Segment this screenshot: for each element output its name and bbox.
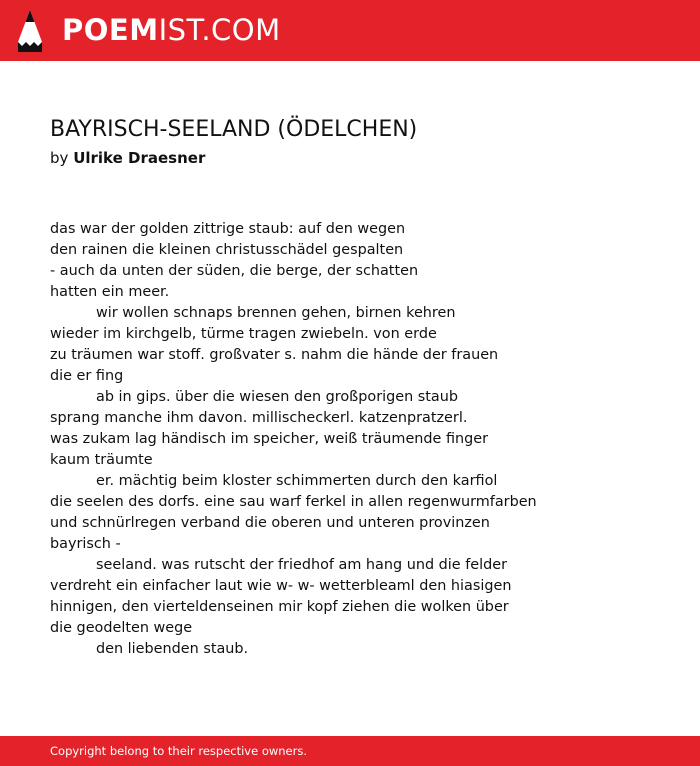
poem-line: bayrisch - (50, 536, 121, 552)
pencil-icon[interactable] (16, 8, 44, 54)
poem-line: den rainen die kleinen christusschädel gespalten (50, 242, 404, 258)
poem-line: hinnigen, den vierteldenseinen mir kopf ziehen die wolken über (50, 599, 509, 615)
poem-line: was zukam lag händisch im speicher, weiß träumende finger (50, 431, 489, 447)
poem-line: - auch da unten der süden, die berge, der schatten (50, 263, 419, 279)
poem-line: das war der golden zittrige staub: auf den wegen (50, 221, 406, 237)
author-name: Ulrike Draesner (73, 149, 206, 167)
byline (50, 149, 205, 167)
poem-line: wieder im kirchgelb, türme tragen zwiebeln. von erde (50, 326, 437, 342)
poem-line: kaum träumte (50, 452, 153, 468)
site-logo-text[interactable] (62, 10, 281, 50)
poem-line: die geodelten wege (50, 620, 193, 636)
poem-line: er. mächtig beim kloster schimmerten durch den karfiol (96, 473, 498, 489)
poem-line: die seelen des dorfs. eine sau warf ferkel in allen regenwurmfarben (50, 494, 537, 510)
poem-line: wir wollen schnaps brennen gehen, birnen kehren (96, 305, 456, 321)
brand-regular: IST.COM (158, 13, 281, 47)
poem-line: die er fing (50, 368, 124, 384)
poem-line: verdreht ein einfacher laut wie w- w- wetterbleaml den hiasigen (50, 578, 512, 594)
poem-line: sprang manche ihm davon. millischeckerl. katzenpratzerl. (50, 410, 468, 426)
poem-line: den liebenden staub. (96, 641, 249, 657)
poem-line: und schnürlregen verband die oberen und unteren provinzen (50, 515, 490, 531)
brand-bold: POEM (62, 13, 159, 47)
poem-body (50, 219, 670, 660)
site-footer (0, 736, 700, 766)
poem-line: seeland. was rutscht der friedhof am hang und die felder (96, 557, 508, 573)
copyright-notice: Copyright belong to their respective owners. (50, 744, 308, 758)
poem-line: hatten ein meer. (50, 284, 170, 300)
by-label: by (50, 149, 69, 167)
poem-line: ab in gips. über die wiesen den großporigen staub (96, 389, 459, 405)
poem-title: BAYRISCH-SEELAND (ÖDELCHEN) (50, 117, 418, 142)
site-header (0, 0, 700, 61)
poem-line: zu träumen war stoff. großvater s. nahm die hände der frauen (50, 347, 499, 363)
